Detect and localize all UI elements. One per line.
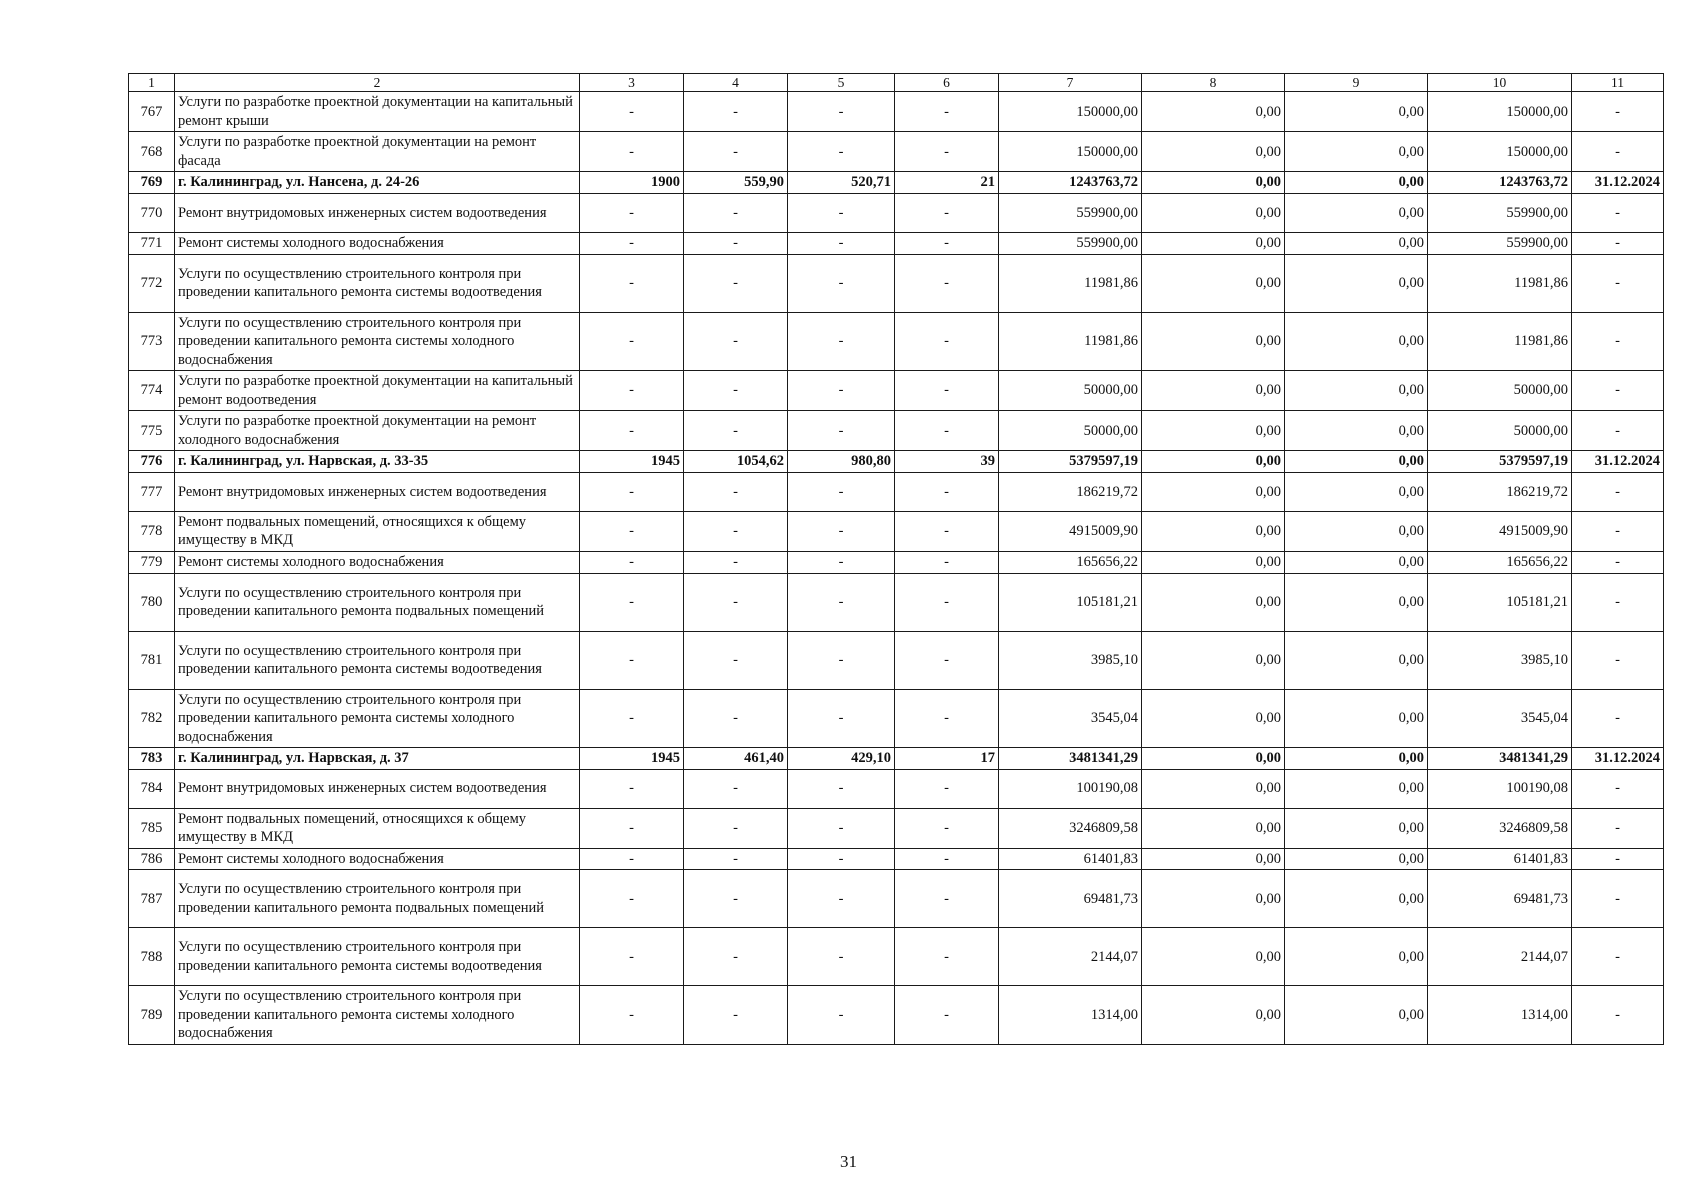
- col-4-value: -: [684, 870, 788, 928]
- col-11-value: -: [1572, 573, 1664, 631]
- col-4-value: -: [684, 411, 788, 451]
- col-10-value: 69481,73: [1428, 870, 1572, 928]
- col-11-value: -: [1572, 689, 1664, 748]
- col-8-value: 0,00: [1142, 511, 1285, 551]
- col-9-value: 0,00: [1285, 748, 1428, 770]
- row-number: 775: [129, 411, 175, 451]
- col-9-value: 0,00: [1285, 172, 1428, 194]
- col-3-value: 1900: [580, 172, 684, 194]
- col-9-value: 0,00: [1285, 689, 1428, 748]
- row-number: 767: [129, 92, 175, 132]
- col-7-value: 150000,00: [999, 92, 1142, 132]
- col-5-value: -: [788, 132, 895, 172]
- col-11-value: -: [1572, 312, 1664, 371]
- col-8-value: 0,00: [1142, 986, 1285, 1045]
- item-name: Услуги по осуществлению строительного контроля при проведении капитального ремонта системы водоотведения: [175, 254, 580, 312]
- col-11-value: 31.12.2024: [1572, 172, 1664, 194]
- col-11-value: -: [1572, 132, 1664, 172]
- column-header: 1: [129, 74, 175, 92]
- col-9-value: 0,00: [1285, 92, 1428, 132]
- col-3-value: -: [580, 769, 684, 808]
- col-8-value: 0,00: [1142, 451, 1285, 473]
- col-4-value: -: [684, 769, 788, 808]
- col-6-value: -: [895, 986, 999, 1045]
- col-6-value: -: [895, 233, 999, 255]
- col-9-value: 0,00: [1285, 769, 1428, 808]
- col-7-value: 559900,00: [999, 194, 1142, 233]
- row-number: 788: [129, 928, 175, 986]
- col-11-value: -: [1572, 769, 1664, 808]
- col-11-value: -: [1572, 928, 1664, 986]
- col-6-value: -: [895, 194, 999, 233]
- row-number: 783: [129, 748, 175, 770]
- col-3-value: 1945: [580, 451, 684, 473]
- col-8-value: 0,00: [1142, 371, 1285, 411]
- col-3-value: -: [580, 371, 684, 411]
- col-8-value: 0,00: [1142, 848, 1285, 870]
- col-8-value: 0,00: [1142, 92, 1285, 132]
- col-4-value: -: [684, 848, 788, 870]
- row-number: 778: [129, 511, 175, 551]
- col-10-value: 1314,00: [1428, 986, 1572, 1045]
- table-row: [129, 132, 1664, 172]
- column-header: 9: [1285, 74, 1428, 92]
- col-6-value: -: [895, 552, 999, 574]
- col-3-value: -: [580, 194, 684, 233]
- col-7-value: 3481341,29: [999, 748, 1142, 770]
- col-8-value: 0,00: [1142, 132, 1285, 172]
- col-10-value: 165656,22: [1428, 552, 1572, 574]
- table-row: [129, 986, 1664, 1045]
- col-6-value: -: [895, 573, 999, 631]
- col-5-value: -: [788, 472, 895, 511]
- col-11-value: -: [1572, 870, 1664, 928]
- col-9-value: 0,00: [1285, 472, 1428, 511]
- column-header: 6: [895, 74, 999, 92]
- col-5-value: -: [788, 194, 895, 233]
- item-name: г. Калининград, ул. Нансена, д. 24-26: [175, 172, 580, 194]
- column-header: 8: [1142, 74, 1285, 92]
- row-number: 776: [129, 451, 175, 473]
- column-header: 4: [684, 74, 788, 92]
- col-4-value: -: [684, 511, 788, 551]
- col-5-value: -: [788, 411, 895, 451]
- col-4-value: -: [684, 312, 788, 371]
- row-number: 782: [129, 689, 175, 748]
- col-5-value: -: [788, 573, 895, 631]
- col-10-value: 3481341,29: [1428, 748, 1572, 770]
- col-7-value: 3545,04: [999, 689, 1142, 748]
- item-name: Услуги по осуществлению строительного контроля при проведении капитального ремонта системы водоотведения: [175, 928, 580, 986]
- col-4-value: -: [684, 371, 788, 411]
- table-row: [129, 411, 1664, 451]
- col-3-value: 1945: [580, 748, 684, 770]
- col-7-value: 1243763,72: [999, 172, 1142, 194]
- col-8-value: 0,00: [1142, 233, 1285, 255]
- col-8-value: 0,00: [1142, 928, 1285, 986]
- col-11-value: -: [1572, 92, 1664, 132]
- col-4-value: -: [684, 986, 788, 1045]
- row-number: 785: [129, 808, 175, 848]
- col-5-value: -: [788, 928, 895, 986]
- col-7-value: 69481,73: [999, 870, 1142, 928]
- col-10-value: 50000,00: [1428, 411, 1572, 451]
- col-10-value: 4915009,90: [1428, 511, 1572, 551]
- col-6-value: -: [895, 631, 999, 689]
- item-name: Услуги по осуществлению строительного контроля при проведении капитального ремонта подвальных помещений: [175, 573, 580, 631]
- col-5-value: -: [788, 552, 895, 574]
- col-4-value: -: [684, 552, 788, 574]
- item-name: Услуги по осуществлению строительного контроля при проведении капитального ремонта системы холодного водоснабжения: [175, 312, 580, 371]
- col-11-value: 31.12.2024: [1572, 748, 1664, 770]
- table-row: [129, 808, 1664, 848]
- col-10-value: 3985,10: [1428, 631, 1572, 689]
- col-9-value: 0,00: [1285, 451, 1428, 473]
- col-3-value: -: [580, 848, 684, 870]
- col-5-value: -: [788, 631, 895, 689]
- col-8-value: 0,00: [1142, 689, 1285, 748]
- col-4-value: -: [684, 689, 788, 748]
- col-8-value: 0,00: [1142, 769, 1285, 808]
- col-8-value: 0,00: [1142, 870, 1285, 928]
- col-4-value: -: [684, 928, 788, 986]
- col-9-value: 0,00: [1285, 132, 1428, 172]
- col-9-value: 0,00: [1285, 233, 1428, 255]
- col-5-value: 980,80: [788, 451, 895, 473]
- col-6-value: -: [895, 870, 999, 928]
- col-10-value: 150000,00: [1428, 132, 1572, 172]
- col-8-value: 0,00: [1142, 573, 1285, 631]
- item-name: Услуги по разработке проектной документации на ремонт холодного водоснабжения: [175, 411, 580, 451]
- document-page: [128, 73, 1663, 1045]
- col-11-value: 31.12.2024: [1572, 451, 1664, 473]
- col-11-value: -: [1572, 986, 1664, 1045]
- col-5-value: -: [788, 986, 895, 1045]
- col-4-value: -: [684, 194, 788, 233]
- col-8-value: 0,00: [1142, 748, 1285, 770]
- col-10-value: 3545,04: [1428, 689, 1572, 748]
- col-7-value: 11981,86: [999, 312, 1142, 371]
- row-number: 769: [129, 172, 175, 194]
- col-8-value: 0,00: [1142, 808, 1285, 848]
- col-10-value: 3246809,58: [1428, 808, 1572, 848]
- col-10-value: 1243763,72: [1428, 172, 1572, 194]
- col-9-value: 0,00: [1285, 371, 1428, 411]
- col-3-value: -: [580, 689, 684, 748]
- item-name: Услуги по разработке проектной документации на ремонт фасада: [175, 132, 580, 172]
- col-8-value: 0,00: [1142, 411, 1285, 451]
- col-8-value: 0,00: [1142, 172, 1285, 194]
- col-3-value: -: [580, 472, 684, 511]
- col-10-value: 105181,21: [1428, 573, 1572, 631]
- col-6-value: -: [895, 928, 999, 986]
- row-number: 770: [129, 194, 175, 233]
- col-4-value: -: [684, 233, 788, 255]
- col-5-value: 520,71: [788, 172, 895, 194]
- item-name: Услуги по осуществлению строительного контроля при проведении капитального ремонта подвальных помещений: [175, 870, 580, 928]
- item-name: Услуги по разработке проектной документации на капитальный ремонт крыши: [175, 92, 580, 132]
- row-number: 779: [129, 552, 175, 574]
- col-3-value: -: [580, 132, 684, 172]
- col-10-value: 50000,00: [1428, 371, 1572, 411]
- col-9-value: 0,00: [1285, 254, 1428, 312]
- col-5-value: -: [788, 92, 895, 132]
- col-6-value: 17: [895, 748, 999, 770]
- col-3-value: -: [580, 986, 684, 1045]
- col-8-value: 0,00: [1142, 312, 1285, 371]
- col-7-value: 3246809,58: [999, 808, 1142, 848]
- col-6-value: -: [895, 92, 999, 132]
- col-9-value: 0,00: [1285, 808, 1428, 848]
- table-row: [129, 769, 1664, 808]
- col-7-value: 559900,00: [999, 233, 1142, 255]
- col-7-value: 165656,22: [999, 552, 1142, 574]
- col-5-value: -: [788, 511, 895, 551]
- col-7-value: 100190,08: [999, 769, 1142, 808]
- page-number: 31: [840, 1152, 857, 1171]
- col-10-value: 11981,86: [1428, 254, 1572, 312]
- col-7-value: 50000,00: [999, 411, 1142, 451]
- col-11-value: -: [1572, 411, 1664, 451]
- col-3-value: -: [580, 870, 684, 928]
- col-6-value: -: [895, 689, 999, 748]
- col-9-value: 0,00: [1285, 986, 1428, 1045]
- col-3-value: -: [580, 928, 684, 986]
- col-3-value: -: [580, 92, 684, 132]
- item-name: г. Калининград, ул. Нарвская, д. 33-35: [175, 451, 580, 473]
- col-6-value: -: [895, 769, 999, 808]
- row-number: 774: [129, 371, 175, 411]
- col-10-value: 100190,08: [1428, 769, 1572, 808]
- col-6-value: -: [895, 312, 999, 371]
- row-number: 784: [129, 769, 175, 808]
- col-6-value: -: [895, 411, 999, 451]
- table-row: [129, 573, 1664, 631]
- col-8-value: 0,00: [1142, 194, 1285, 233]
- item-name: г. Калининград, ул. Нарвская, д. 37: [175, 748, 580, 770]
- col-6-value: 39: [895, 451, 999, 473]
- col-8-value: 0,00: [1142, 254, 1285, 312]
- col-4-value: -: [684, 573, 788, 631]
- row-number: 780: [129, 573, 175, 631]
- col-11-value: -: [1572, 371, 1664, 411]
- col-4-value: -: [684, 808, 788, 848]
- col-7-value: 5379597,19: [999, 451, 1142, 473]
- item-name: Ремонт системы холодного водоснабжения: [175, 552, 580, 574]
- table-row: [129, 92, 1664, 132]
- row-number: 789: [129, 986, 175, 1045]
- col-5-value: -: [788, 769, 895, 808]
- col-4-value: 559,90: [684, 172, 788, 194]
- col-4-value: -: [684, 92, 788, 132]
- col-3-value: -: [580, 573, 684, 631]
- col-6-value: -: [895, 848, 999, 870]
- col-5-value: -: [788, 312, 895, 371]
- column-header: 7: [999, 74, 1142, 92]
- table-row: [129, 848, 1664, 870]
- item-name: Услуги по осуществлению строительного контроля при проведении капитального ремонта системы холодного водоснабжения: [175, 986, 580, 1045]
- col-4-value: -: [684, 254, 788, 312]
- table-row: [129, 254, 1664, 312]
- column-header: 3: [580, 74, 684, 92]
- col-3-value: -: [580, 312, 684, 371]
- table-row: [129, 870, 1664, 928]
- row-number: 777: [129, 472, 175, 511]
- col-9-value: 0,00: [1285, 312, 1428, 371]
- col-6-value: -: [895, 371, 999, 411]
- col-10-value: 2144,07: [1428, 928, 1572, 986]
- col-5-value: -: [788, 371, 895, 411]
- col-11-value: -: [1572, 254, 1664, 312]
- col-4-value: -: [684, 132, 788, 172]
- table-row: [129, 371, 1664, 411]
- col-8-value: 0,00: [1142, 552, 1285, 574]
- col-11-value: -: [1572, 233, 1664, 255]
- col-3-value: -: [580, 552, 684, 574]
- row-number: 773: [129, 312, 175, 371]
- capital-repair-table: [128, 73, 1664, 1045]
- col-11-value: -: [1572, 511, 1664, 551]
- col-7-value: 2144,07: [999, 928, 1142, 986]
- col-7-value: 3985,10: [999, 631, 1142, 689]
- table-row: [129, 233, 1664, 255]
- col-4-value: -: [684, 631, 788, 689]
- col-5-value: -: [788, 254, 895, 312]
- col-9-value: 0,00: [1285, 411, 1428, 451]
- table-row: [129, 689, 1664, 748]
- col-6-value: -: [895, 132, 999, 172]
- col-11-value: -: [1572, 472, 1664, 511]
- table-body: [129, 74, 1664, 1045]
- col-9-value: 0,00: [1285, 928, 1428, 986]
- item-name: Услуги по разработке проектной документации на капитальный ремонт водоотведения: [175, 371, 580, 411]
- row-number: 786: [129, 848, 175, 870]
- item-name: Ремонт внутридомовых инженерных систем водоотведения: [175, 194, 580, 233]
- col-6-value: -: [895, 472, 999, 511]
- address-summary-row: [129, 748, 1664, 770]
- col-9-value: 0,00: [1285, 573, 1428, 631]
- row-number: 787: [129, 870, 175, 928]
- item-name: Ремонт системы холодного водоснабжения: [175, 848, 580, 870]
- col-9-value: 0,00: [1285, 631, 1428, 689]
- col-6-value: -: [895, 808, 999, 848]
- item-name: Ремонт подвальных помещений, относящихся к общему имуществу в МКД: [175, 808, 580, 848]
- col-9-value: 0,00: [1285, 870, 1428, 928]
- item-name: Услуги по осуществлению строительного контроля при проведении капитального ремонта системы водоотведения: [175, 631, 580, 689]
- col-4-value: 461,40: [684, 748, 788, 770]
- col-3-value: -: [580, 808, 684, 848]
- col-10-value: 11981,86: [1428, 312, 1572, 371]
- col-7-value: 150000,00: [999, 132, 1142, 172]
- col-7-value: 61401,83: [999, 848, 1142, 870]
- col-11-value: -: [1572, 808, 1664, 848]
- col-10-value: 61401,83: [1428, 848, 1572, 870]
- col-4-value: -: [684, 472, 788, 511]
- column-number-header-row: [129, 74, 1664, 92]
- table-row: [129, 552, 1664, 574]
- col-3-value: -: [580, 511, 684, 551]
- address-summary-row: [129, 451, 1664, 473]
- col-5-value: 429,10: [788, 748, 895, 770]
- col-7-value: 1314,00: [999, 986, 1142, 1045]
- table-row: [129, 511, 1664, 551]
- column-header: 5: [788, 74, 895, 92]
- col-9-value: 0,00: [1285, 511, 1428, 551]
- item-name: Услуги по осуществлению строительного контроля при проведении капитального ремонта системы холодного водоснабжения: [175, 689, 580, 748]
- row-number: 781: [129, 631, 175, 689]
- col-6-value: 21: [895, 172, 999, 194]
- col-11-value: -: [1572, 194, 1664, 233]
- address-summary-row: [129, 172, 1664, 194]
- col-7-value: 50000,00: [999, 371, 1142, 411]
- col-10-value: 186219,72: [1428, 472, 1572, 511]
- col-6-value: -: [895, 511, 999, 551]
- col-5-value: -: [788, 233, 895, 255]
- col-11-value: -: [1572, 631, 1664, 689]
- col-7-value: 105181,21: [999, 573, 1142, 631]
- col-7-value: 186219,72: [999, 472, 1142, 511]
- col-10-value: 559900,00: [1428, 194, 1572, 233]
- table-row: [129, 194, 1664, 233]
- row-number: 772: [129, 254, 175, 312]
- col-8-value: 0,00: [1142, 631, 1285, 689]
- item-name: Ремонт системы холодного водоснабжения: [175, 233, 580, 255]
- col-8-value: 0,00: [1142, 472, 1285, 511]
- col-10-value: 150000,00: [1428, 92, 1572, 132]
- row-number: 768: [129, 132, 175, 172]
- item-name: Ремонт внутридомовых инженерных систем водоотведения: [175, 472, 580, 511]
- col-10-value: 5379597,19: [1428, 451, 1572, 473]
- table-row: [129, 928, 1664, 986]
- table-row: [129, 631, 1664, 689]
- column-header: 11: [1572, 74, 1664, 92]
- row-number: 771: [129, 233, 175, 255]
- column-header: 10: [1428, 74, 1572, 92]
- item-name: Ремонт подвальных помещений, относящихся к общему имуществу в МКД: [175, 511, 580, 551]
- col-5-value: -: [788, 848, 895, 870]
- col-3-value: -: [580, 631, 684, 689]
- col-7-value: 11981,86: [999, 254, 1142, 312]
- item-name: Ремонт внутридомовых инженерных систем водоотведения: [175, 769, 580, 808]
- col-9-value: 0,00: [1285, 848, 1428, 870]
- col-9-value: 0,00: [1285, 552, 1428, 574]
- table-row: [129, 472, 1664, 511]
- col-6-value: -: [895, 254, 999, 312]
- col-11-value: -: [1572, 552, 1664, 574]
- col-9-value: 0,00: [1285, 194, 1428, 233]
- col-5-value: -: [788, 870, 895, 928]
- table-row: [129, 312, 1664, 371]
- col-10-value: 559900,00: [1428, 233, 1572, 255]
- col-3-value: -: [580, 254, 684, 312]
- col-7-value: 4915009,90: [999, 511, 1142, 551]
- col-3-value: -: [580, 411, 684, 451]
- col-5-value: -: [788, 808, 895, 848]
- col-11-value: -: [1572, 848, 1664, 870]
- col-5-value: -: [788, 689, 895, 748]
- col-3-value: -: [580, 233, 684, 255]
- column-header: 2: [175, 74, 580, 92]
- col-4-value: 1054,62: [684, 451, 788, 473]
